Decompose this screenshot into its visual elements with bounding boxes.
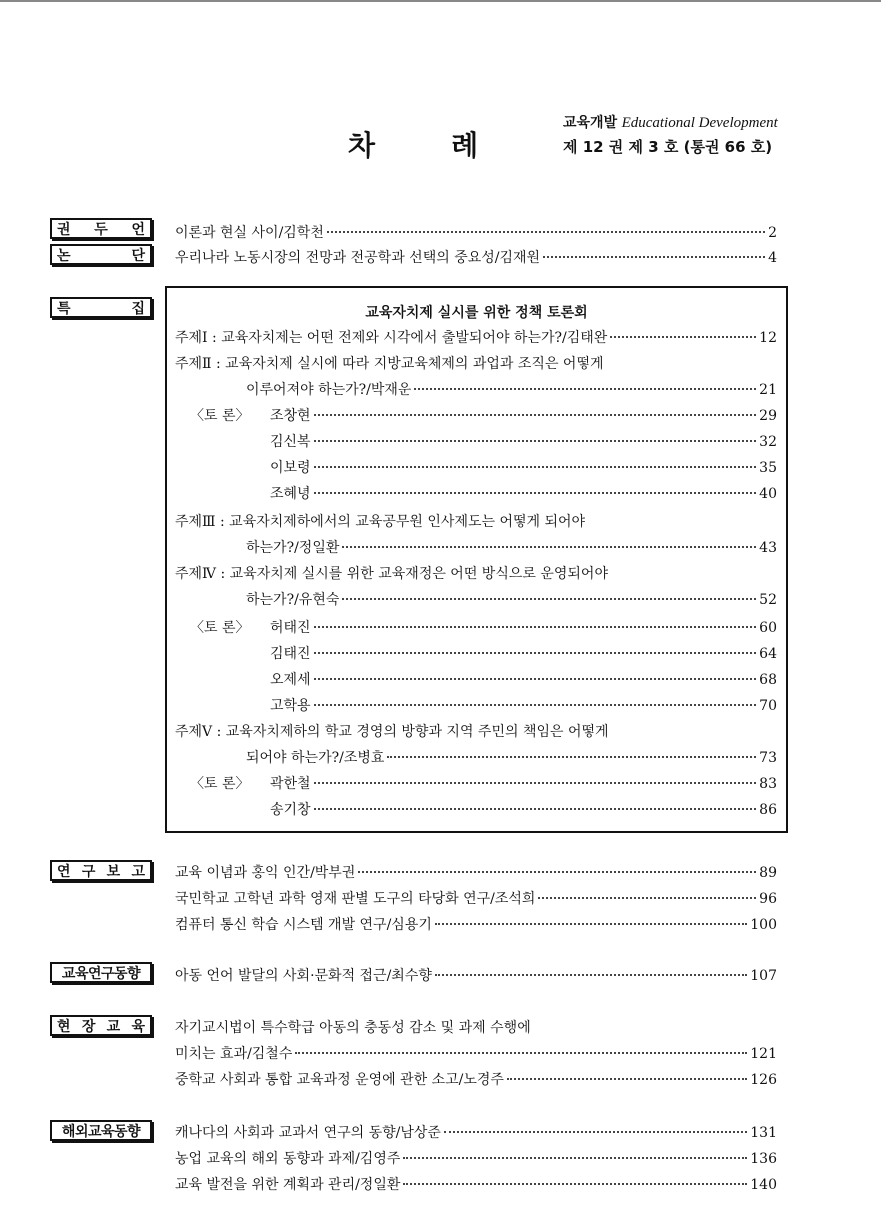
entry-title: 교육 발전을 위한 계획과 관리/정일환: [175, 1177, 401, 1193]
label-char: 연: [57, 863, 71, 880]
toc-entry[interactable]: [270, 483, 777, 505]
toc-entry[interactable]: [175, 222, 777, 244]
entry-page: 131: [750, 1125, 777, 1141]
leader-dots: [295, 1052, 747, 1054]
special-feature-title: 교육자치제 실시를 위한 정책 토론회: [365, 305, 588, 321]
entry-page: 89: [759, 865, 777, 881]
leader-dots: [403, 1183, 747, 1185]
toc-entry[interactable]: [175, 327, 777, 349]
section-label-research-trend: 교육연구동향: [50, 962, 152, 983]
label-char: 현: [57, 1018, 71, 1035]
entry-title: 주제Ⅰ : 교육자치제는 어떤 전제와 시각에서 출발되어야 하는가?/김태완: [175, 330, 608, 346]
journal-name: [563, 112, 778, 132]
entry-page: 12: [759, 330, 777, 346]
leader-dots: [538, 897, 756, 899]
discussion-label: 〈토 론〉: [190, 776, 250, 792]
leader-dots: [403, 1157, 747, 1159]
entry-title: 되어야 하는가?/조병효: [246, 750, 385, 766]
entry-title: 허태진: [270, 620, 311, 636]
entry-page: 29: [759, 408, 777, 424]
entry-page: 60: [759, 620, 777, 636]
leader-dots: [314, 678, 757, 680]
toc-entry[interactable]: [270, 431, 777, 453]
toc-entry[interactable]: [270, 773, 777, 795]
leader-dots: [314, 652, 757, 654]
entry-page: 121: [750, 1046, 777, 1062]
label-char: 언: [131, 221, 145, 238]
leader-dots: [435, 923, 747, 925]
entry-page: 40: [759, 486, 777, 502]
entry-title: 캐나다의 사회과 교과서 연구의 동향/남상준: [175, 1125, 441, 1141]
entry-page: 68: [759, 672, 777, 688]
toc-entry[interactable]: [270, 617, 777, 639]
leader-dots: [314, 466, 757, 468]
label-char: 교: [106, 1018, 121, 1035]
toc-entry[interactable]: [175, 965, 777, 987]
leader-dots: [387, 756, 756, 758]
toc-entry[interactable]: [175, 1174, 777, 1196]
leader-dots: [314, 626, 757, 628]
top-border: [0, 0, 881, 2]
label-char: 고: [131, 863, 145, 880]
title-char-1: 차: [348, 129, 376, 162]
entry-title-line: 주제Ⅲ : 교육자치제하에서의 교육공무원 인사제도는 어떻게 되어야: [175, 514, 586, 530]
toc-entry[interactable]: [175, 1148, 777, 1170]
entry-title: 김태진: [270, 646, 311, 662]
entry-page: 4: [768, 250, 777, 266]
entry-title: 조창현: [270, 408, 311, 424]
entry-title: 송기창: [270, 802, 311, 818]
leader-dots: [414, 388, 756, 390]
entry-title-line: 주제Ⅳ : 교육자치제 실시를 위한 교육재정은 어떤 방식으로 운영되어야: [175, 566, 608, 582]
entry-page: 86: [759, 802, 777, 818]
label-char: 구: [81, 863, 96, 880]
entry-page: 140: [750, 1177, 777, 1193]
entry-page: 2: [768, 225, 777, 241]
label-char: 권: [57, 221, 71, 238]
entry-page: 52: [759, 592, 777, 608]
toc-entry[interactable]: [246, 537, 777, 559]
entry-page: 126: [750, 1072, 777, 1088]
entry-title: 조혜녕: [270, 486, 311, 502]
leader-dots: [314, 440, 757, 442]
toc-entry[interactable]: [175, 1069, 777, 1091]
discussion-label: 〈토 론〉: [190, 620, 250, 636]
entry-title: 곽한철: [270, 776, 311, 792]
toc-entry[interactable]: [175, 247, 777, 269]
section-label-overseas-trend: 해외교육동향: [50, 1120, 152, 1141]
leader-dots: [327, 231, 765, 233]
toc-entry[interactable]: [246, 747, 777, 769]
entry-title: 이론과 현실 사이/김학천: [175, 225, 324, 241]
entry-page: 107: [750, 968, 777, 984]
label-char: 논: [57, 247, 71, 264]
label-char: 집: [131, 300, 145, 317]
entry-title: 이루어져야 하는가?/박재운: [246, 382, 412, 398]
entry-title: 컴퓨터 통신 학습 시스템 개발 연구/심용기: [175, 917, 432, 933]
entry-title: 미치는 효과/김철수: [175, 1046, 293, 1062]
leader-dots: [314, 492, 757, 494]
entry-page: 136: [750, 1151, 777, 1167]
section-label-research-report: [50, 860, 152, 881]
entry-page: 73: [759, 750, 777, 766]
section-label-field-education: [50, 1015, 152, 1036]
entry-title: 중학교 사회과 통합 교육과정 운영에 관한 소고/노경주: [175, 1072, 504, 1088]
title-char-2: 례: [451, 129, 479, 162]
leader-dots: [314, 704, 757, 706]
entry-page: 64: [759, 646, 777, 662]
section-label-teukjip: [50, 297, 152, 318]
leader-dots: [610, 336, 756, 338]
toc-entry[interactable]: [175, 914, 777, 936]
toc-entry[interactable]: [270, 643, 777, 665]
label-char: 특: [57, 300, 71, 317]
toc-entry[interactable]: [270, 695, 777, 717]
leader-dots: [342, 546, 756, 548]
entry-title: 국민학교 고학년 과학 영재 판별 도구의 타당화 연구/조석희: [175, 891, 536, 907]
leader-dots: [314, 808, 757, 810]
page-title: [348, 124, 478, 164]
toc-entry[interactable]: [175, 888, 777, 910]
section-label-gwondueon: [50, 218, 152, 239]
toc-entry[interactable]: [270, 799, 777, 821]
leader-dots: [507, 1078, 747, 1080]
label-char: 보: [106, 863, 121, 880]
entry-title: 우리나라 노동시장의 전망과 전공학과 선택의 중요성/김재원: [175, 250, 541, 266]
discussion-label: 〈토 론〉: [190, 408, 250, 424]
label-char: 단: [131, 247, 145, 264]
leader-dots: [314, 782, 757, 784]
entry-title: 농업 교육의 해외 동향과 과제/김영주: [175, 1151, 401, 1167]
toc-entry[interactable]: [270, 669, 777, 691]
entry-title-line: 주제Ⅱ : 교육자치제 실시에 따라 지방교육체제의 과업과 조직은 어떻게: [175, 356, 604, 372]
entry-page: 21: [759, 382, 777, 398]
leader-dots: [314, 414, 757, 416]
leader-dots: [358, 871, 756, 873]
toc-entry[interactable]: [175, 862, 777, 884]
toc-entry[interactable]: [175, 1122, 777, 1144]
section-label-nondan: [50, 244, 152, 265]
toc-entry[interactable]: [270, 405, 777, 427]
entry-page: 32: [759, 434, 777, 450]
label-char: 장: [81, 1018, 96, 1035]
volume-info: 제 12 권 제 3 호 (통권 66 호): [563, 138, 773, 156]
leader-dots: [543, 256, 765, 258]
journal-name-korean: 교육개발: [563, 115, 618, 131]
entry-title-line: 자기교시법이 특수학급 아동의 충동성 감소 및 과제 수행에: [175, 1020, 531, 1036]
entry-title: 교육 이념과 홍익 인간/박부권: [175, 865, 356, 881]
label-char: 두: [94, 221, 108, 238]
leader-dots: [342, 598, 756, 600]
entry-page: 35: [759, 460, 777, 476]
entry-page: 100: [750, 917, 777, 933]
leader-dots: [444, 1131, 747, 1133]
entry-title: 하는가?/유현숙: [246, 592, 340, 608]
toc-entry[interactable]: [246, 379, 777, 401]
entry-title-line: 주제Ⅴ : 교육자치제하의 학교 경영의 방향과 지역 주민의 책임은 어떻게: [175, 724, 609, 740]
entry-page: 43: [759, 540, 777, 556]
entry-title: 김신복: [270, 434, 311, 450]
entry-title: 이보령: [270, 460, 311, 476]
toc-entry[interactable]: [246, 589, 777, 611]
entry-title: 하는가?/정일환: [246, 540, 340, 556]
toc-entry[interactable]: [175, 1043, 777, 1065]
entry-page: 96: [759, 891, 777, 907]
journal-name-english: Educational Development: [621, 115, 778, 131]
leader-dots: [435, 974, 747, 976]
entry-title: 아동 언어 발달의 사회·문화적 접근/최수향: [175, 968, 432, 984]
entry-title: 고학용: [270, 698, 311, 714]
entry-title: 오제세: [270, 672, 311, 688]
entry-page: 70: [759, 698, 777, 714]
toc-entry[interactable]: [270, 457, 777, 479]
entry-page: 83: [759, 776, 777, 792]
label-char: 육: [131, 1018, 145, 1035]
